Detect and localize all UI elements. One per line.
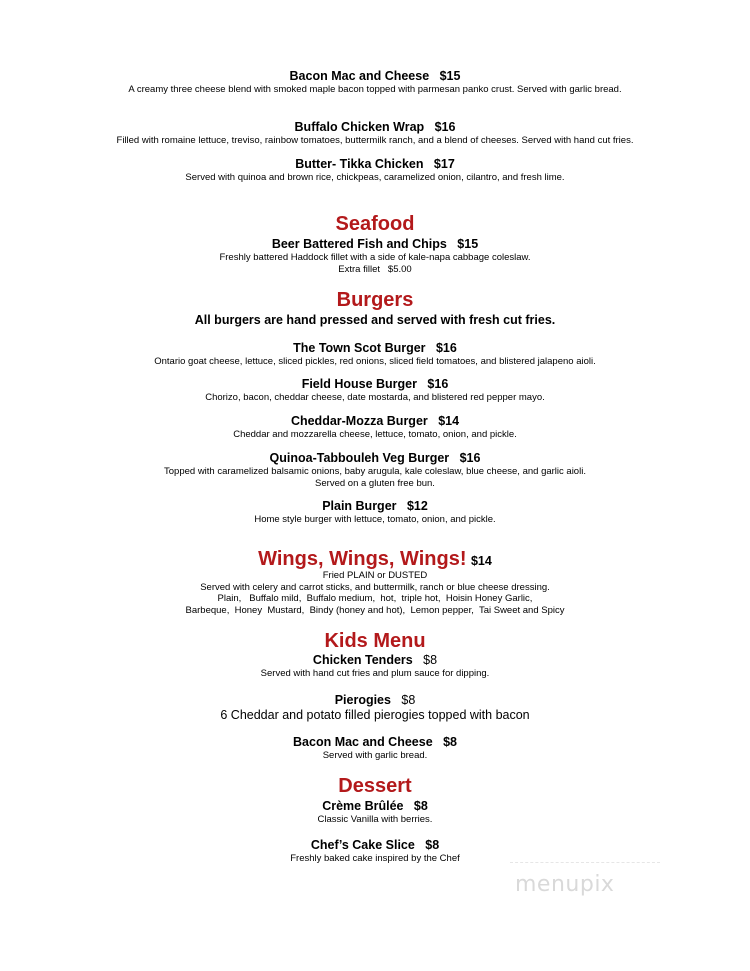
- wings-flavours-line-2: Barbeque, Honey Mustard, Bindy (honey and hot), Lemon pepper, Tai Sweet and Spicy: [185, 604, 565, 616]
- menu-item: [0, 693, 750, 723]
- item-description: Served with garlic bread.: [322, 750, 428, 761]
- item-description: A creamy three cheese blend with smoked maple bacon topped with parmesan panko crust. Served with garlic bread.: [128, 84, 622, 95]
- item-description: Classic Vanilla with berries.: [317, 814, 433, 825]
- item-description: Home style burger with lettuce, tomato, onion, and pickle.: [254, 514, 496, 525]
- section-intro: All burgers are hand pressed and served with fresh cut fries.: [194, 313, 556, 327]
- item-name: Chef’s Cake Slice: [310, 838, 415, 852]
- section-title-kids: Kids Menu: [324, 630, 426, 652]
- menu-item: [0, 157, 750, 184]
- menu-item: [0, 838, 750, 865]
- item-name: Cheddar-Mozza Burger: [290, 414, 428, 428]
- item-description: Served with quinoa and brown rice, chickpeas, caramelized onion, cilantro, and fresh lime.: [185, 172, 565, 183]
- item-price: $16: [434, 120, 456, 134]
- item-title: [0, 838, 750, 853]
- watermark-divider: [510, 862, 660, 863]
- item-price: $14: [438, 414, 460, 428]
- menu-item: [0, 653, 750, 680]
- item-description: Freshly baked cake inspired by the Chef: [290, 853, 460, 864]
- menu-item: [0, 237, 750, 275]
- item-price: $16: [459, 451, 481, 465]
- item-title: [0, 735, 750, 750]
- item-title: [0, 693, 750, 708]
- item-name: Bacon Mac and Cheese: [289, 69, 430, 83]
- item-price: $17: [433, 157, 455, 171]
- menu-item: [0, 120, 750, 147]
- item-price: $16: [435, 341, 457, 355]
- item-price: $15: [457, 237, 479, 251]
- menu-item: [0, 451, 750, 489]
- menu-item: [0, 799, 750, 826]
- menu-item: [0, 377, 750, 404]
- menu-item: [0, 499, 750, 526]
- section-title-dessert: Dessert: [338, 775, 412, 797]
- item-title: [0, 414, 750, 429]
- item-price: $16: [427, 377, 449, 391]
- item-price: $8: [401, 693, 416, 707]
- item-description: Freshly battered Haddock fillet with a side of kale-napa cabbage coleslaw.: [219, 252, 531, 263]
- item-title: [0, 653, 750, 668]
- item-name: Chicken Tenders: [312, 653, 413, 667]
- item-extra: Extra fillet $5.00: [338, 263, 412, 275]
- watermark-logo: menupix: [515, 872, 615, 897]
- item-description: Topped with caramelized balsamic onions, baby arugula, kale coleslaw, blue cheese, and garlic aioli.: [164, 466, 586, 477]
- item-description: Ontario goat cheese, lettuce, sliced pickles, red onions, sliced field tomatoes, and blistered jalapeno aioli.: [154, 356, 596, 367]
- menu-item: [0, 414, 750, 441]
- menu-item: [0, 69, 750, 96]
- item-price: $8: [425, 838, 440, 852]
- wings-details: [0, 570, 750, 616]
- item-name: Crème Brûlée: [322, 799, 404, 813]
- item-name: Plain Burger: [322, 499, 397, 513]
- item-name: Bacon Mac and Cheese: [293, 735, 433, 749]
- item-name: The Town Scot Burger: [293, 341, 426, 355]
- item-title: [0, 499, 750, 514]
- item-title: [0, 120, 750, 135]
- item-description: Cheddar and mozzarella cheese, lettuce, tomato, onion, and pickle.: [233, 429, 517, 440]
- item-price: $8: [443, 735, 457, 749]
- wings-price: $14: [470, 554, 492, 568]
- item-description-note: Served on a gluten free bun.: [315, 477, 435, 489]
- item-description: Chorizo, bacon, cheddar cheese, date mostarda, and blistered red pepper mayo.: [205, 392, 545, 403]
- item-name: Pierogies: [334, 693, 391, 707]
- wings-served-with: Served with celery and carrot sticks, and buttermilk, ranch or blue cheese dressing.: [200, 581, 550, 593]
- menu-item: [0, 735, 750, 762]
- wings-flavours-line-1: Plain, Buffalo mild, Buffalo medium, hot, triple hot, Hoisin Honey Garlic,: [217, 593, 533, 604]
- item-title: [0, 799, 750, 814]
- item-price: $15: [439, 69, 461, 83]
- section-title-burgers: Burgers: [336, 289, 414, 311]
- section-title-seafood: Seafood: [335, 213, 415, 235]
- item-name: Buffalo Chicken Wrap: [294, 120, 425, 134]
- item-price: $8: [423, 653, 438, 667]
- wings-style: Fried PLAIN or DUSTED: [322, 570, 428, 581]
- item-price: $12: [406, 499, 428, 513]
- item-title: [0, 377, 750, 392]
- section-title-wings: Wings, Wings, Wings!: [258, 548, 467, 570]
- item-name: Butter- Tikka Chicken: [295, 157, 424, 171]
- item-title: [0, 237, 750, 252]
- item-name: Beer Battered Fish and Chips: [271, 237, 447, 251]
- item-title: [0, 341, 750, 356]
- menu-item: [0, 341, 750, 368]
- item-title: [0, 157, 750, 172]
- item-title: [0, 451, 750, 466]
- item-description: Served with hand cut fries and plum sauce for dipping.: [260, 668, 490, 679]
- item-name: Quinoa-Tabbouleh Veg Burger: [269, 451, 450, 465]
- item-description: Filled with romaine lettuce, treviso, rainbow tomatoes, buttermilk ranch, and a blend of cheeses. Served with hand cut fries.: [116, 135, 634, 146]
- item-name: Field House Burger: [301, 377, 417, 391]
- item-title: [0, 69, 750, 84]
- item-price: $8: [413, 799, 428, 813]
- item-description: 6 Cheddar and potato filled pierogies topped with bacon: [220, 708, 530, 722]
